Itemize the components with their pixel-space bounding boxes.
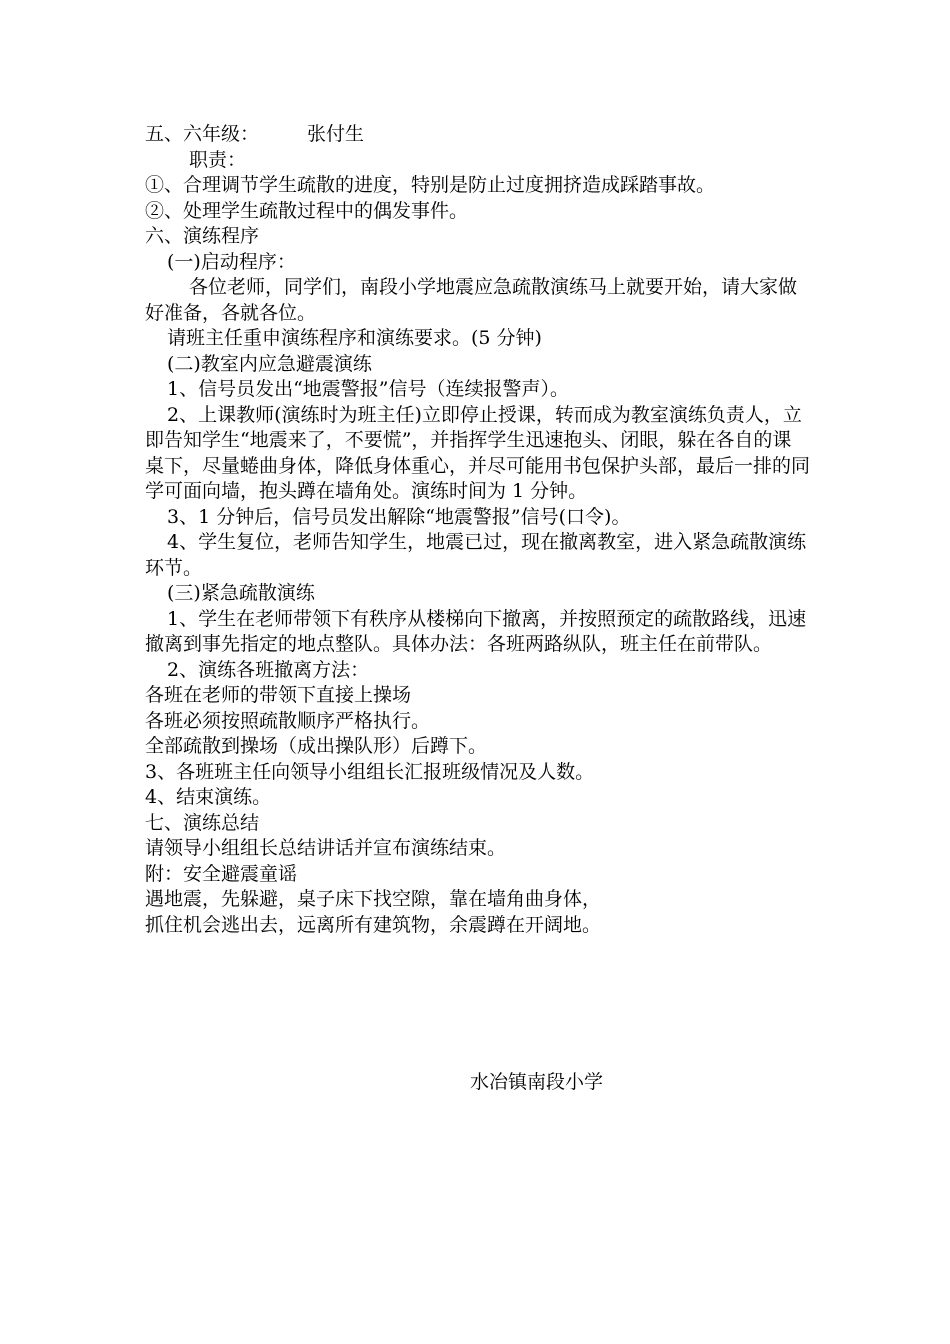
section-6-heading: 六、演练程序 bbox=[145, 225, 260, 247]
subsection-3-step-2: 2、演练各班撤离方法： bbox=[167, 658, 370, 681]
subsection-3-step-3: 3、各班班主任向领导小组组长汇报班级情况及人数。 bbox=[145, 760, 595, 783]
duty-item-2: ②、处理学生疏散过程中的偶发事件。 bbox=[145, 199, 469, 222]
subsection-2-step-3: 3、1 分钟后，信号员发出解除“地震警报”信号(口令)。 bbox=[167, 505, 631, 528]
duty-item-1: ①、合理调节学生疏散的进度，特别是防止过度拥挤造成踩踏事故。 bbox=[145, 174, 716, 196]
subsection-3-step-4: 4、结束演练。 bbox=[145, 786, 272, 808]
subsection-2-heading: (二)教室内应急避震演练 bbox=[167, 352, 372, 375]
rhyme-line-2: 抓住机会逃出去，远离所有建筑物，余震蹲在开阔地。 bbox=[145, 913, 602, 936]
subsection-1-heading: (一)启动程序： bbox=[167, 250, 296, 273]
subsection-2-step-2: 2、上课教师(演练时为班主任)立即停止授课，转而成为教室演练负责人，立即告知学生“地震来了，不要慌”，并指挥学生迅速抱头、闭眼，躲在各自的课桌下，尽量蜷曲身体，降低身体重心，并尽可能用书包保护头部，最后一排的同学可面向墙，抱头蹲在墙角处。演练时间为 1 分钟。 bbox=[145, 403, 811, 502]
subsection-3-line-a: 各班在老师的带领下直接上操场 bbox=[145, 684, 412, 706]
subsection-2-step-4: 4、学生复位，老师告知学生，地震已过，现在撤离教室，进入紧急疏散演练环节。 bbox=[145, 531, 807, 579]
subsection-2-step-1: 1、信号员发出“地震警报”信号（连续报警声）。 bbox=[167, 378, 570, 400]
section-5-title: 五、六年级： bbox=[145, 123, 260, 145]
section-5-person: 张付生 bbox=[307, 123, 365, 145]
rhyme-line-1: 遇地震，先躲避，桌子床下找空隙，靠在墙角曲身体， bbox=[145, 888, 602, 910]
appendix-heading: 附：安全避震童谣 bbox=[145, 862, 298, 885]
section-7-heading: 七、演练总结 bbox=[145, 811, 260, 834]
subsection-1-announcement: 各位老师，同学们，南段小学地震应急疏散演练马上就要开始，请大家做好准备，各就各位。 bbox=[145, 276, 798, 324]
section-5-heading bbox=[145, 122, 810, 148]
section-7-text: 请领导小组组长总结讲话并宣布演练结束。 bbox=[145, 837, 507, 859]
document-body bbox=[145, 122, 810, 938]
subsection-3-heading: (三)紧急疏散演练 bbox=[167, 582, 315, 604]
subsection-3-line-b: 各班必须按照疏散顺序严格执行。 bbox=[145, 709, 431, 732]
subsection-1-instruction: 请班主任重申演练程序和演练要求。(5 分钟) bbox=[167, 327, 542, 349]
duty-label: 职责： bbox=[189, 148, 247, 171]
subsection-3-step-1: 1、学生在老师带领下有秩序从楼梯向下撤离，并按照预定的疏散路线，迅速撤离到事先指定的地点整队。具体办法：各班两路纵队，班主任在前带队。 bbox=[145, 607, 807, 655]
school-signature: 水冶镇南段小学 bbox=[470, 1071, 604, 1093]
subsection-3-line-c: 全部疏散到操场（成出操队形）后蹲下。 bbox=[145, 735, 488, 757]
